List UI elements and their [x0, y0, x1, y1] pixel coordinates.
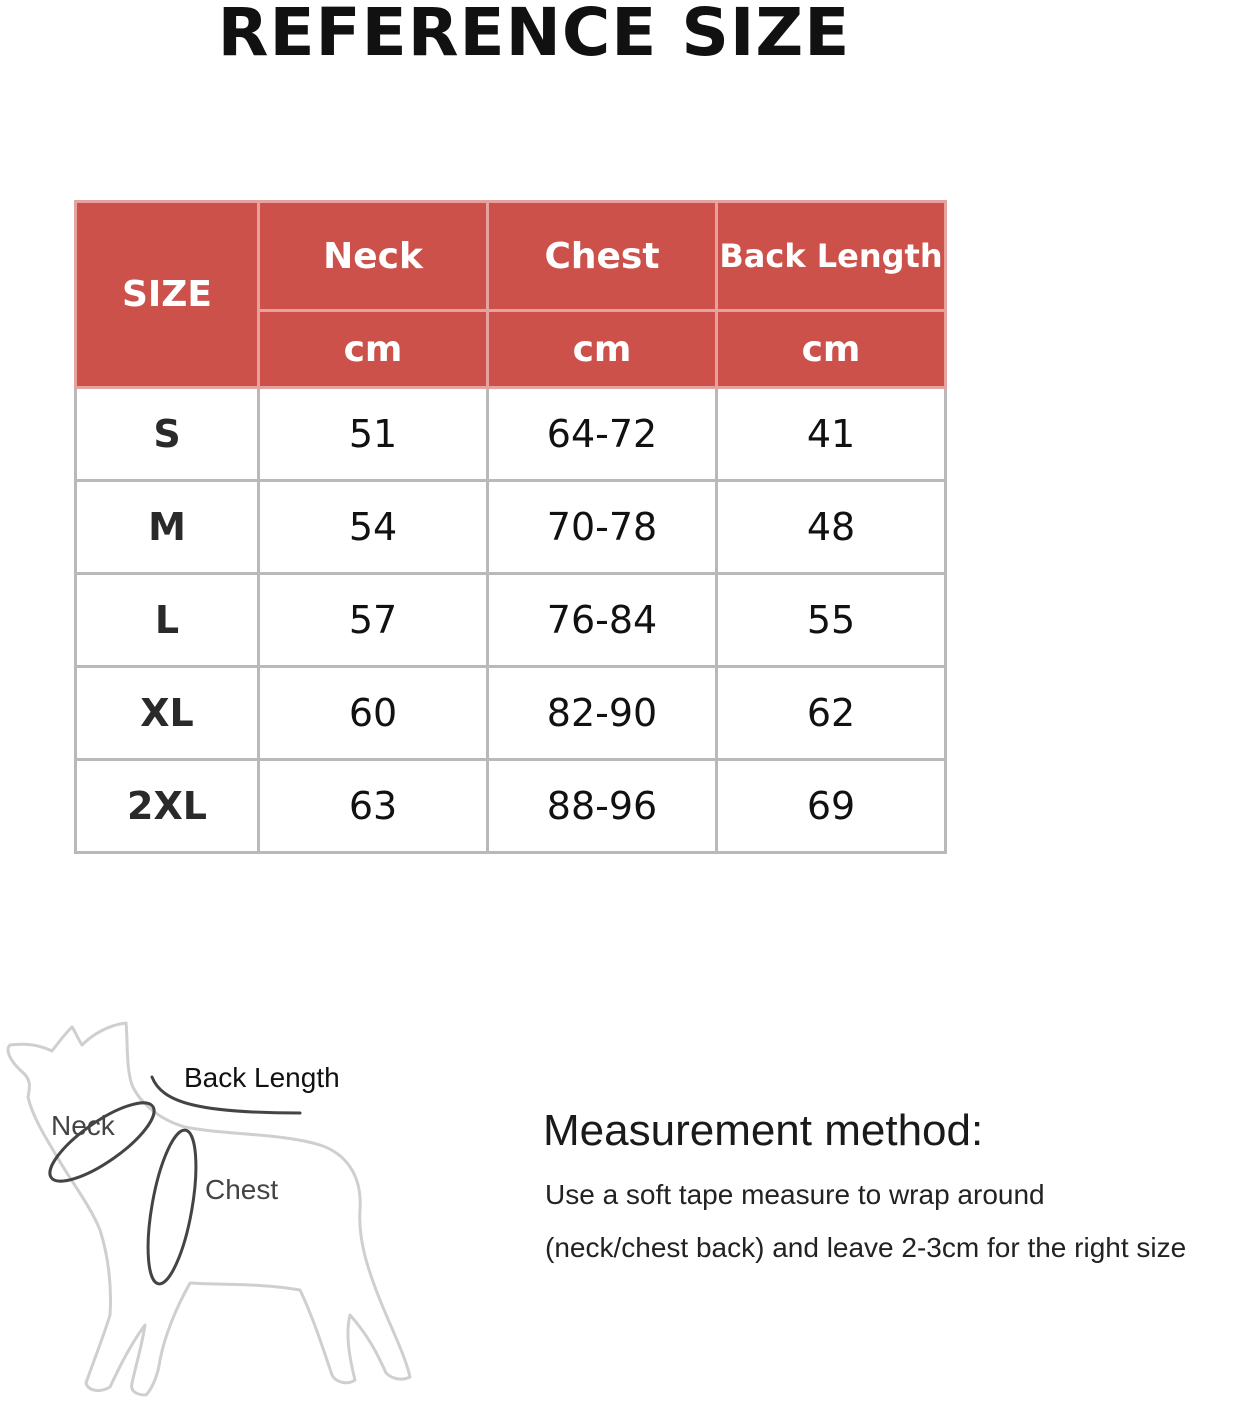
neck-cell: 63	[259, 760, 488, 853]
size-header: SIZE	[76, 202, 259, 388]
size-cell: L	[76, 574, 259, 667]
table-row	[76, 574, 946, 667]
back-length-cell: 41	[717, 388, 946, 481]
neck-cell: 60	[259, 667, 488, 760]
neck-header: Neck	[259, 202, 488, 311]
size-chart-table	[74, 200, 947, 854]
table-row	[76, 388, 946, 481]
chest-unit: cm	[488, 311, 717, 388]
chest-header: Chest	[488, 202, 717, 311]
back-length-label: Back Length	[184, 1062, 340, 1093]
chest-cell: 88-96	[488, 760, 717, 853]
measurement-instruction-line-2: (neck/chest back) and leave 2-3cm for the right size	[545, 1232, 1187, 1263]
back-length-cell: 55	[717, 574, 946, 667]
neck-label: Neck	[51, 1110, 115, 1141]
back-length-header: Back Length	[717, 202, 946, 311]
header-row	[76, 202, 946, 311]
back-length-unit: cm	[717, 311, 946, 388]
neck-unit: cm	[259, 311, 488, 388]
table-row	[76, 481, 946, 574]
size-cell: M	[76, 481, 259, 574]
back-length-cell: 62	[717, 667, 946, 760]
chest-ring	[139, 1127, 205, 1288]
measurement-instruction-line-1: Use a soft tape measure to wrap around	[545, 1179, 1045, 1210]
size-cell: XL	[76, 667, 259, 760]
size-cell: 2XL	[76, 760, 259, 853]
chest-cell: 82-90	[488, 667, 717, 760]
back-length-cell: 69	[717, 760, 946, 853]
table-row	[76, 760, 946, 853]
page-title: REFERENCE SIZE	[217, 0, 851, 71]
dog-measurement-diagram	[0, 1015, 440, 1407]
chest-cell: 70-78	[488, 481, 717, 574]
neck-cell: 51	[259, 388, 488, 481]
table-row	[76, 667, 946, 760]
chest-cell: 64-72	[488, 388, 717, 481]
neck-cell: 54	[259, 481, 488, 574]
back-length-cell: 48	[717, 481, 946, 574]
measurement-method-title: Measurement method:	[543, 1106, 984, 1155]
neck-cell: 57	[259, 574, 488, 667]
chest-label: Chest	[205, 1174, 279, 1205]
chest-cell: 76-84	[488, 574, 717, 667]
size-cell: S	[76, 388, 259, 481]
